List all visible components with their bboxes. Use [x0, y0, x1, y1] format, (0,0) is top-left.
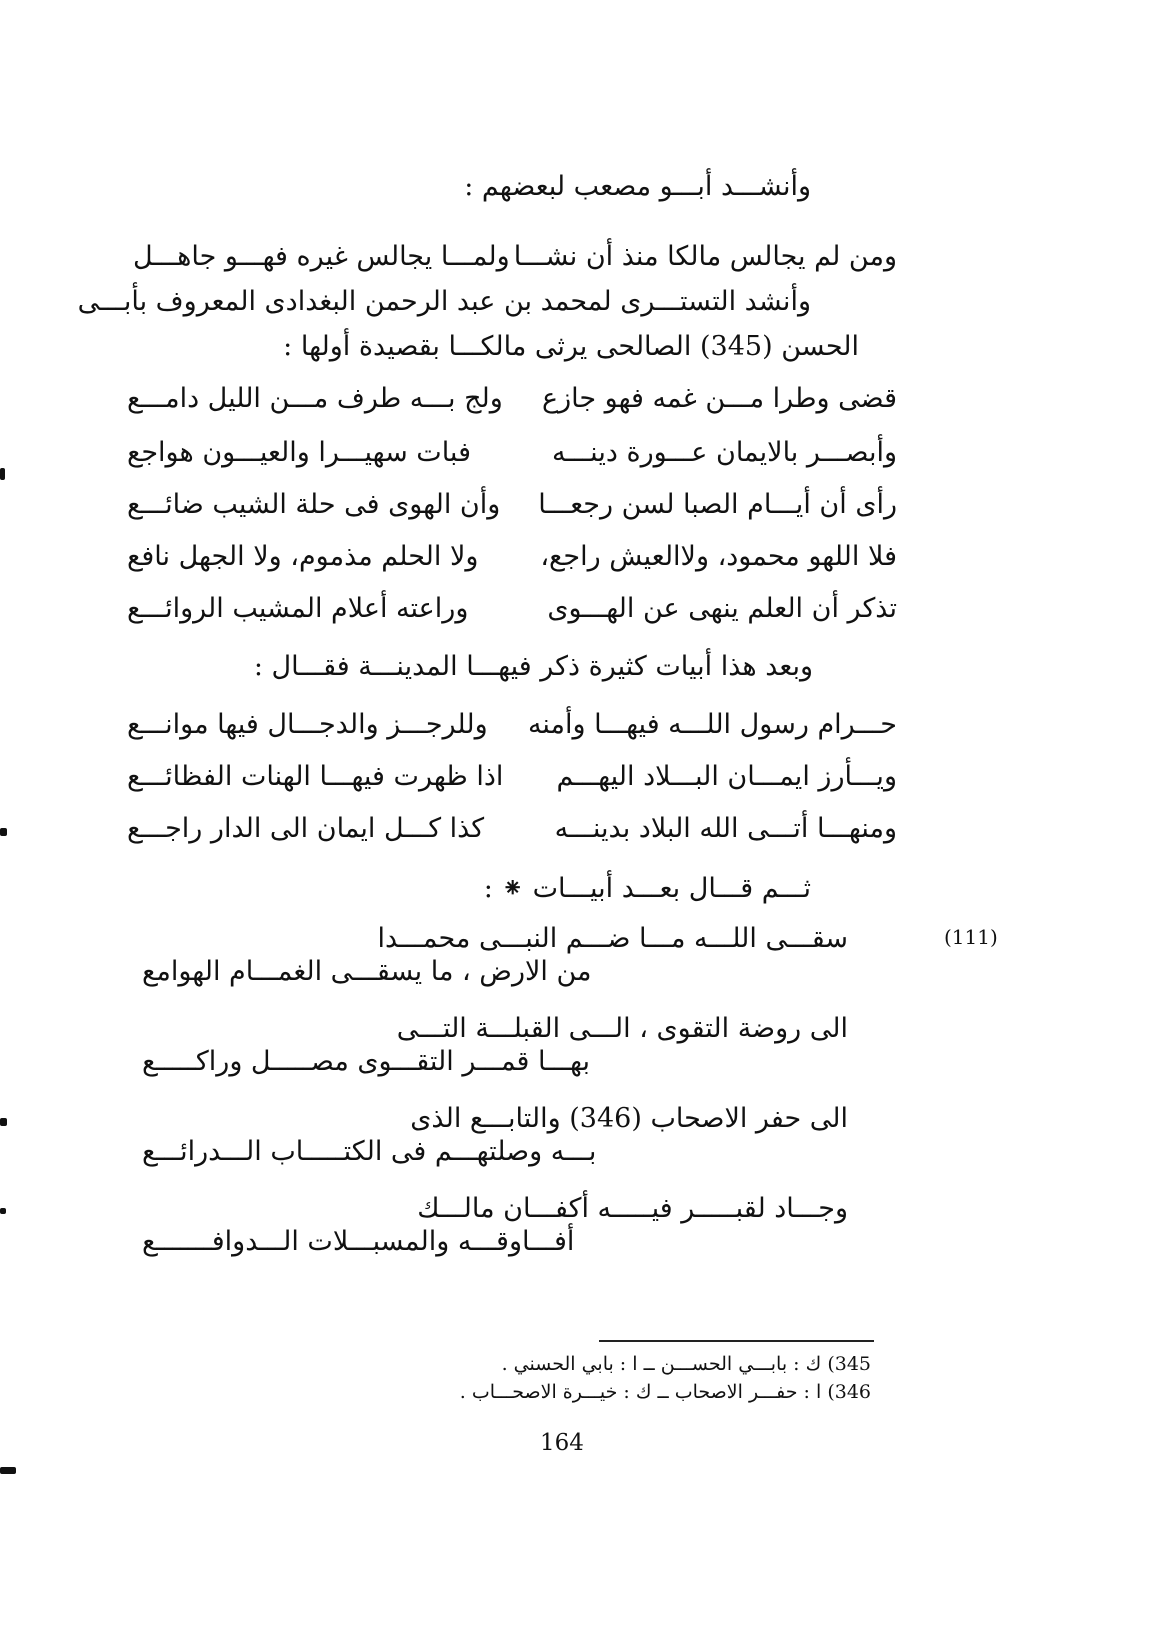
verse-first-hemistich: سقـــى اللـــه مـــا ضـــم النبـــى محمـــدا — [377, 923, 848, 954]
verse-first-hemistich: تذكر أن العلم ينهى عن الهـــوى — [547, 593, 897, 624]
verse-line — [127, 590, 897, 630]
verse-line — [127, 380, 897, 420]
verse-first-hemistich: وجـــاد لقبـــــر فيـــــه أكفـــان مالـــك — [417, 1193, 848, 1224]
verse-line — [127, 238, 897, 278]
verse-line — [127, 758, 897, 798]
verse-first-hemistich: ومن لم يجالس مالكا منذ أن نشـــا — [513, 241, 897, 272]
transition-line: ثـــم قـــال بعـــد أبيـــات ⁕ : — [483, 873, 811, 904]
verse-second-hemistich: فبات سهيـــرا والعيـــون هواجع — [127, 437, 471, 468]
footnote-number: 346) — [827, 1381, 871, 1403]
verse-first-hemistich: حـــرام رسول اللـــه فيهـــا وأمنه — [527, 709, 897, 740]
verse-line — [127, 538, 897, 578]
scan-speck — [0, 1467, 16, 1474]
footnote — [502, 1352, 871, 1376]
verse-line — [127, 810, 897, 850]
scan-speck — [0, 1208, 6, 1214]
verse-first-hemistich: الى روضة التقوى ، الـــى القبلـــة التـــى — [396, 1013, 848, 1044]
verse-second-hemistich: وأن الهوى فى حلة الشيب ضائـــع — [127, 489, 501, 520]
prose-line: وأنشد التستـــرى لمحمد بن عبد الرحمن البغدادى المعروف بأبـــى — [77, 286, 811, 317]
verse-second-hemistich: وللرجـــز والدجـــال فيها موانـــع — [127, 709, 488, 740]
page-number: 164 — [540, 1430, 584, 1456]
scan-speck — [0, 468, 5, 480]
scan-speck — [0, 1118, 7, 1126]
verse-first-hemistich: وأبصـــر بالايمان عـــورة دينـــه — [551, 437, 897, 468]
intro-line: وأنشـــد أبـــو مصعب لبعضهم : — [464, 171, 811, 202]
verse-second-hemistich: ولمـــا يجالس غيره فهـــو جاهـــل — [133, 241, 510, 272]
footnote-text: ك : بابـــي الحســـن ــ ا : بابي الحسني . — [501, 1353, 822, 1375]
verse-second-hemistich: اذا ظهرت فيهـــا الهنات الفظائـــع — [127, 761, 504, 792]
verse-first-hemistich: ومنهـــا أتـــى الله البلاد بدينـــه — [554, 813, 897, 844]
verse-first-hemistich: قضى وطرا مـــن غمه فهو جازع — [542, 383, 897, 414]
footnote-text: ا : حفـــر الاصحاب ــ ك : خيـــرة الاصحـــاب . — [459, 1381, 822, 1403]
scan-speck — [0, 828, 7, 836]
verse-second-hemistich: ولا الحلم مذموم، ولا الجهل نافع — [127, 541, 479, 572]
verse-second-hemistich: من الارض ، ما يسقـــى الغمـــام الهوامع — [142, 956, 592, 987]
verse-second-hemistich: بـــه وصلتهـــم فى الكتـــــاب الـــدرائـــع — [142, 1136, 597, 1167]
verse-second-hemistich: كذا كـــل ايمان الى الدار راجـــع — [127, 813, 485, 844]
verse-second-hemistich: وراعته أعلام المشيب الروائـــع — [127, 593, 469, 624]
margin-number: (111) — [944, 925, 998, 949]
verse-first-hemistich: ويـــأرز ايمـــان البـــلاد اليهـــم — [556, 761, 897, 792]
verse-line — [127, 706, 897, 746]
footnote — [460, 1380, 871, 1404]
verse-first-hemistich: الى حفر الاصحاب (346) والتابـــع الذى — [410, 1103, 848, 1134]
footnote-divider — [599, 1340, 874, 1342]
verse-first-hemistich: فلا اللهو محمود، ولاالعيش راجع، — [540, 541, 897, 572]
verse-second-hemistich: ولج بـــه طرف مـــن الليل دامـــع — [127, 383, 503, 414]
prose-line: الحسن (345) الصالحى يرثى مالكـــا بقصيدة أولها : — [283, 331, 859, 362]
footnote-number: 345) — [827, 1353, 871, 1375]
verse-line — [127, 486, 897, 526]
transition-line: وبعد هذا أبيات كثيرة ذكر فيهـــا المدينـــة فقـــال : — [253, 651, 813, 682]
verse-first-hemistich: رأى أن أيـــام الصبا لسن رجعـــا — [538, 489, 897, 520]
verse-second-hemistich: بهـــا قمـــر التقـــوى مصـــــل وراكـــــع — [142, 1046, 590, 1077]
verse-line — [127, 434, 897, 474]
verse-second-hemistich: أفـــاوقـــه والمسبـــلات الـــدوافـــــــع — [142, 1226, 575, 1257]
